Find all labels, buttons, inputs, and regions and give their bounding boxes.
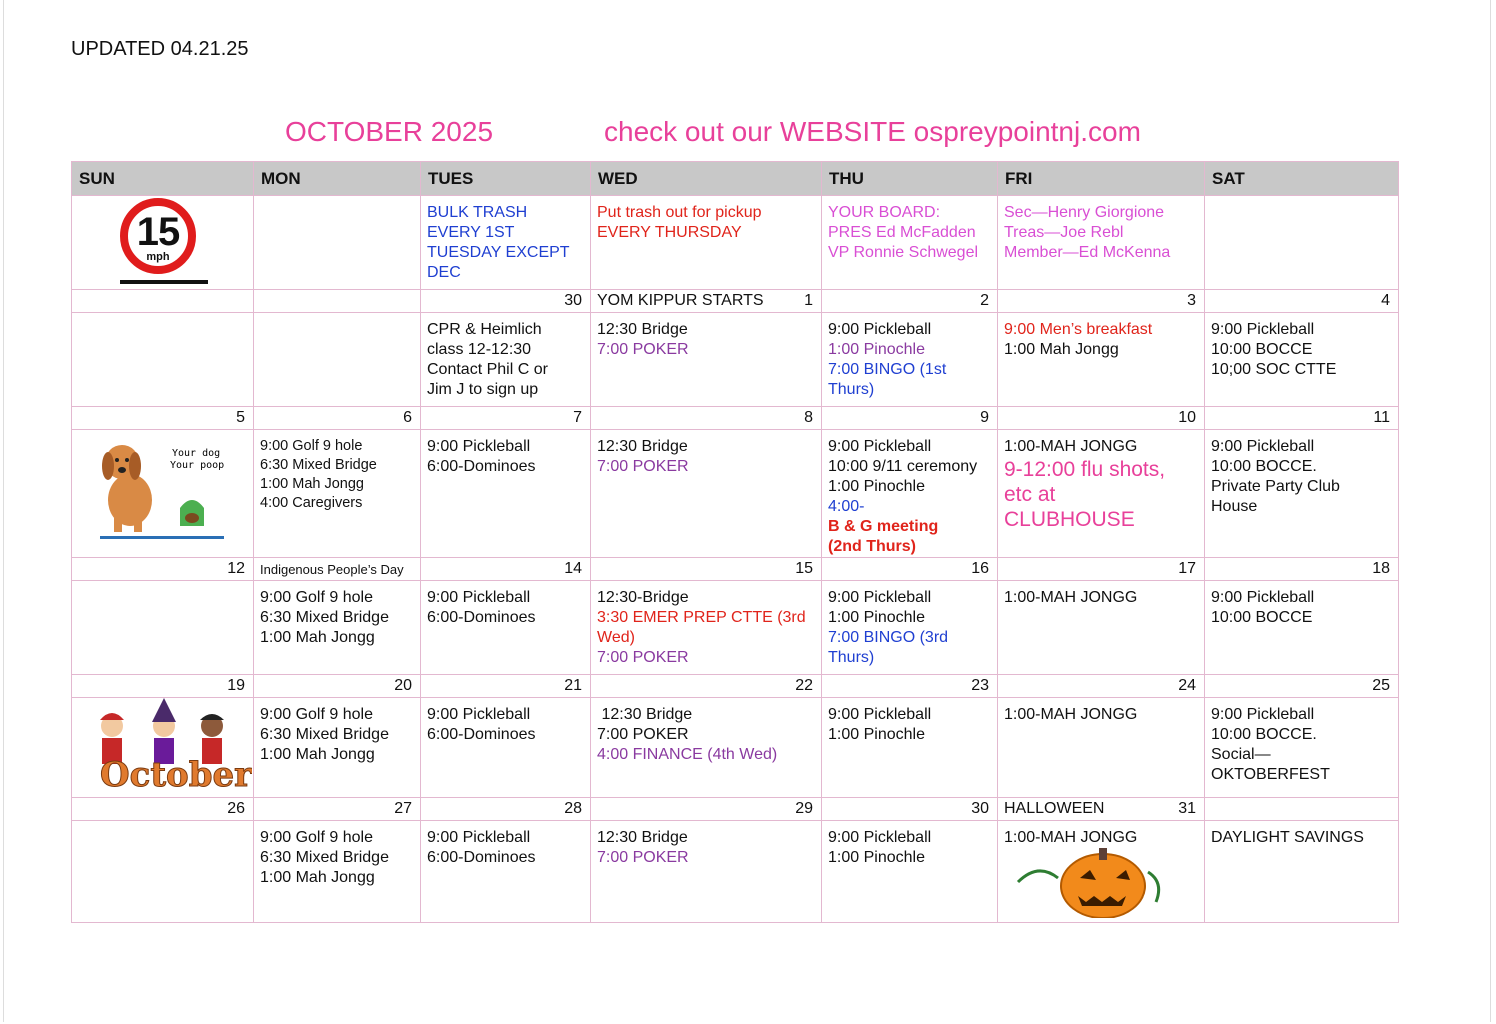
speed-limit-number: 15	[136, 210, 180, 254]
date-cell-wed	[591, 407, 822, 430]
event-list	[1205, 430, 1398, 517]
event-line: 9:00 Golf 9 hole	[260, 706, 373, 723]
event-list	[998, 313, 1204, 360]
event-list	[72, 821, 253, 828]
date-cell-sat	[1205, 290, 1399, 313]
event-line: (2nd Thurs)	[828, 538, 916, 555]
date-cell-tue	[421, 558, 591, 581]
month-title: OCTOBER 2025	[285, 116, 494, 147]
events-cell-mon	[254, 821, 421, 923]
date-cell-thu	[822, 558, 998, 581]
event-line: OKTOBERFEST	[1211, 766, 1330, 783]
date-number: 1	[804, 292, 813, 309]
events-row	[72, 581, 1399, 675]
day-label: Indigenous People’s Day	[260, 561, 404, 577]
info-cell-mon	[254, 196, 421, 290]
events-row	[72, 821, 1399, 923]
event-line: EVERY 1ST	[427, 224, 515, 241]
event-list	[421, 821, 590, 868]
event-line: 9:00 Pickleball	[1211, 589, 1315, 606]
event-line: 12:30 Bridge	[597, 829, 688, 846]
info-cell-thu	[822, 196, 998, 290]
date-number: 20	[394, 677, 412, 694]
event-line: 1:00 Pinochle	[828, 726, 925, 743]
event-line: 6:00-Dominoes	[427, 609, 536, 626]
events-cell-sun	[72, 581, 254, 675]
info-cell-sat	[1205, 196, 1399, 290]
event-line: 6:30 Mixed Bridge	[260, 726, 389, 743]
event-line: 12:30 Bridge	[597, 321, 688, 338]
event-list	[421, 430, 590, 477]
events-cell-thu	[822, 698, 998, 798]
event-list	[822, 430, 997, 557]
info-cell-fri	[998, 196, 1205, 290]
date-cell-tue	[421, 675, 591, 698]
event-line: 6:30 Mixed Bridge	[260, 849, 389, 866]
events-cell-sun	[72, 313, 254, 407]
event-list	[822, 698, 997, 745]
date-number: 6	[403, 409, 412, 426]
october-art-text: October	[100, 755, 252, 792]
event-line: Treas—Joe Rebl	[1004, 224, 1124, 241]
date-number: 25	[1372, 677, 1390, 694]
event-list	[1205, 821, 1398, 848]
date-number: 22	[795, 677, 813, 694]
updated-date: UPDATED 04.21.25	[71, 38, 249, 60]
date-cell-fri	[998, 407, 1205, 430]
event-list	[822, 313, 997, 400]
event-line: 4:00 Caregivers	[260, 495, 363, 511]
event-line: 9:00 Pickleball	[427, 438, 531, 455]
day-header-thu: THU	[822, 162, 998, 196]
events-cell-sun	[72, 698, 254, 798]
events-cell-tue	[421, 698, 591, 798]
speed-limit-cell	[72, 196, 254, 290]
date-number: 28	[564, 800, 582, 817]
events-cell-wed	[591, 430, 822, 558]
event-line: 6:30 Mixed Bridge	[260, 609, 389, 626]
event-line: 7:00 POKER	[597, 458, 689, 475]
event-line: 10:00 BOCCE.	[1211, 458, 1317, 475]
event-list	[254, 581, 420, 648]
date-number: 10	[1178, 409, 1196, 426]
date-cell-sat	[1205, 558, 1399, 581]
event-line: 12:30 Bridge	[597, 706, 693, 723]
event-list	[72, 313, 253, 320]
board-officers-note	[998, 196, 1204, 263]
date-number: 30	[971, 800, 989, 817]
date-number: 14	[564, 560, 582, 577]
event-line: 7:00 BINGO (1st	[828, 361, 947, 378]
speed-limit-unit: mph	[146, 251, 170, 263]
event-line: etc at	[1004, 483, 1056, 506]
trash-pickup-note	[591, 196, 821, 243]
date-cell-sun	[72, 675, 254, 698]
speed-limit-sign	[120, 198, 196, 274]
date-cell-wed	[591, 290, 822, 313]
date-cell-sun	[72, 407, 254, 430]
date-cell-fri	[998, 558, 1205, 581]
date-number: 9	[980, 409, 989, 426]
day-header-wed: WED	[591, 162, 822, 196]
event-line: 1:00 Pinochle	[828, 341, 925, 358]
event-line: 9:00 Pickleball	[427, 589, 531, 606]
event-line: 1:00-MAH JONGG	[1004, 706, 1138, 723]
event-line: BULK TRASH	[427, 204, 528, 221]
event-line: 1:00-MAH JONGG	[1004, 438, 1138, 455]
date-cell-mon	[254, 290, 421, 313]
event-line: 9:00 Pickleball	[828, 829, 932, 846]
event-line: 12:30 Bridge	[597, 438, 688, 455]
event-line: Thurs)	[828, 381, 875, 398]
date-cell-tue	[421, 407, 591, 430]
date-cell-sat	[1205, 675, 1399, 698]
date-number: 2	[980, 292, 989, 309]
event-list	[421, 581, 590, 628]
event-list	[1205, 581, 1398, 628]
event-list	[591, 821, 821, 868]
sign-base	[120, 280, 208, 284]
event-line: YOUR BOARD:	[828, 204, 941, 221]
event-list	[998, 698, 1204, 725]
date-cell-sun	[72, 290, 254, 313]
date-cell-wed	[591, 798, 822, 821]
date-number: 24	[1178, 677, 1196, 694]
event-line: 9:00 Golf 9 hole	[260, 438, 363, 454]
date-number: 30	[564, 292, 582, 309]
event-list	[1205, 698, 1398, 785]
event-line: 10:00 BOCCE.	[1211, 726, 1317, 743]
date-number: 23	[971, 677, 989, 694]
info-cell-wed	[591, 196, 822, 290]
events-cell-sat	[1205, 821, 1399, 923]
events-cell-sat	[1205, 581, 1399, 675]
events-row	[72, 698, 1399, 798]
event-list	[822, 581, 997, 668]
date-number: 15	[795, 560, 813, 577]
events-cell-thu	[822, 581, 998, 675]
events-cell-thu	[822, 821, 998, 923]
date-cell-thu	[822, 675, 998, 698]
event-line: 9:00 Pickleball	[828, 438, 932, 455]
dog-caption-1: Your dog	[172, 448, 221, 459]
events-row	[72, 313, 1399, 407]
date-cell-fri	[998, 675, 1205, 698]
event-line: 10:00 9/11 ceremony	[828, 458, 978, 475]
event-line: Contact Phil C or	[427, 361, 548, 378]
bulk-trash-note	[421, 196, 590, 283]
event-line: class 12-12:30	[427, 341, 532, 358]
event-line: 4:00-	[828, 498, 865, 515]
date-number: 12	[227, 560, 245, 577]
date-cell-mon	[254, 407, 421, 430]
event-list	[591, 430, 821, 477]
event-line: 10:00 BOCCE	[1211, 341, 1313, 358]
events-cell-wed	[591, 821, 822, 923]
events-cell-mon	[254, 313, 421, 407]
weekday-header-row	[72, 162, 1399, 196]
date-number: 8	[804, 409, 813, 426]
event-line: PRES Ed McFadden	[828, 224, 976, 241]
event-list	[254, 821, 420, 888]
date-cell-fri	[998, 798, 1205, 821]
date-number: 3	[1187, 292, 1196, 309]
event-list	[998, 581, 1204, 608]
event-line: 7:00 POKER	[597, 341, 689, 358]
event-line: 9:00 Golf 9 hole	[260, 829, 373, 846]
info-row	[72, 196, 1399, 290]
event-line: DEC	[427, 264, 461, 281]
event-line: 9-12:00 flu shots,	[1004, 458, 1166, 481]
info-cell-tue	[421, 196, 591, 290]
events-cell-wed	[591, 698, 822, 798]
event-list	[998, 430, 1204, 532]
events-cell-mon	[254, 698, 421, 798]
event-list	[421, 313, 590, 400]
date-number-row	[72, 675, 1399, 698]
date-number: 21	[564, 677, 582, 694]
events-cell-sat	[1205, 313, 1399, 407]
event-list	[254, 698, 420, 765]
date-number: 29	[795, 800, 813, 817]
day-header-sat: SAT	[1205, 162, 1399, 196]
october-kids-illustration	[72, 698, 252, 792]
date-number-row	[72, 798, 1399, 821]
event-line: Thurs)	[828, 649, 875, 666]
event-line: 9:00 Pickleball	[1211, 321, 1315, 338]
events-row	[72, 430, 1399, 558]
events-cell-sat	[1205, 698, 1399, 798]
event-line: 9:00 Pickleball	[427, 706, 531, 723]
event-line: 10;00 SOC CTTE	[1211, 361, 1337, 378]
date-number: 5	[236, 409, 245, 426]
date-number: 26	[227, 800, 245, 817]
day-header-fri: FRI	[998, 162, 1205, 196]
event-line: 1:00 Pinochle	[828, 609, 925, 626]
board-members-note	[822, 196, 997, 263]
event-line: DAYLIGHT SAVINGS	[1211, 829, 1364, 846]
event-line: 9:00 Pickleball	[828, 589, 932, 606]
event-line: 1:00 Pinochle	[828, 478, 925, 495]
event-line: 9:00 Pickleball	[828, 706, 932, 723]
event-line: 1:00 Mah Jongg	[1004, 341, 1119, 358]
date-cell-mon	[254, 675, 421, 698]
event-line: 7:00 POKER	[597, 649, 689, 666]
event-list	[254, 430, 420, 513]
event-line: 6:00-Dominoes	[427, 458, 536, 475]
date-cell-mon	[254, 558, 421, 581]
date-cell-wed	[591, 558, 822, 581]
date-cell-sat	[1205, 407, 1399, 430]
event-line: 12:30-Bridge	[597, 589, 689, 606]
event-line: 1:00 Mah Jongg	[260, 476, 364, 492]
event-line: Member—Ed McKenna	[1004, 244, 1171, 261]
day-header-tue: TUES	[421, 162, 591, 196]
event-line: 6:00-Dominoes	[427, 726, 536, 743]
website-notice: check out our WEBSITE ospreypointnj.com	[604, 116, 1141, 147]
event-line: Social—	[1211, 746, 1271, 763]
event-line: 9:00 Pickleball	[1211, 438, 1315, 455]
date-number: 31	[1178, 800, 1196, 817]
event-line: 4:00 FINANCE (4th Wed)	[597, 746, 778, 763]
events-cell-fri	[998, 821, 1205, 923]
event-line: TUESDAY EXCEPT	[427, 244, 570, 261]
day-header-sun: SUN	[72, 162, 254, 196]
date-number: 27	[394, 800, 412, 817]
event-line: Private Party Club	[1211, 478, 1340, 495]
calendar-table	[71, 161, 1399, 923]
event-line: B & G meeting	[828, 518, 939, 535]
events-cell-sun	[72, 821, 254, 923]
event-line: 1:00 Mah Jongg	[260, 629, 375, 646]
event-line: 1:00 Mah Jongg	[260, 869, 375, 886]
date-cell-thu	[822, 290, 998, 313]
event-line: Jim J to sign up	[427, 381, 539, 398]
date-cell-thu	[822, 407, 998, 430]
day-label: YOM KIPPUR STARTS	[597, 292, 764, 309]
event-list	[254, 313, 420, 320]
events-cell-tue	[421, 430, 591, 558]
events-cell-wed	[591, 581, 822, 675]
date-number: 17	[1178, 560, 1196, 577]
event-line: Sec—Henry Giorgione	[1004, 204, 1165, 221]
day-header-mon: MON	[254, 162, 421, 196]
events-cell-tue	[421, 313, 591, 407]
event-line: 9:00 Pickleball	[828, 321, 932, 338]
event-list	[421, 698, 590, 745]
date-cell-wed	[591, 675, 822, 698]
date-number: 18	[1372, 560, 1390, 577]
dog-caption-2: Your poop	[170, 460, 225, 471]
date-number: 16	[971, 560, 989, 577]
event-line: Wed)	[597, 629, 635, 646]
events-cell-fri	[998, 698, 1205, 798]
date-number: 11	[1373, 409, 1390, 426]
event-line: 9:00 Men’s breakfast	[1004, 321, 1153, 338]
date-cell-tue	[421, 798, 591, 821]
events-cell-wed	[591, 313, 822, 407]
dog-poop-illustration	[72, 430, 252, 540]
event-line: 1:00 Pinochle	[828, 849, 925, 866]
date-cell-sat	[1205, 798, 1399, 821]
event-line: 9:00 Pickleball	[1211, 706, 1315, 723]
event-line: House	[1211, 498, 1258, 515]
event-list	[72, 581, 253, 588]
event-line: CLUBHOUSE	[1004, 508, 1135, 531]
events-cell-fri	[998, 430, 1205, 558]
date-cell-sun	[72, 798, 254, 821]
events-cell-thu	[822, 313, 998, 407]
events-cell-mon	[254, 581, 421, 675]
event-line: 1:00-MAH JONGG	[1004, 829, 1138, 846]
events-cell-sun	[72, 430, 254, 558]
event-line: 1:00 Mah Jongg	[260, 746, 375, 763]
event-list	[822, 821, 997, 868]
event-line: 7:00 POKER	[597, 849, 689, 866]
event-line: 9:00 Pickleball	[427, 829, 531, 846]
events-cell-tue	[421, 581, 591, 675]
event-line: Put trash out for pickup	[597, 204, 762, 221]
date-number-row	[72, 558, 1399, 581]
event-line: EVERY THURSDAY	[597, 224, 742, 241]
date-number-row	[72, 290, 1399, 313]
event-list	[591, 581, 821, 668]
date-cell-mon	[254, 798, 421, 821]
event-line: 10:00 BOCCE	[1211, 609, 1313, 626]
events-cell-fri	[998, 581, 1205, 675]
event-list	[591, 313, 821, 360]
event-list	[1205, 313, 1398, 380]
event-line: 7:00 BINGO (3rd	[828, 629, 949, 646]
date-cell-thu	[822, 798, 998, 821]
date-number: 7	[573, 409, 582, 426]
date-cell-sun	[72, 558, 254, 581]
event-line: 1:00-MAH JONGG	[1004, 589, 1138, 606]
date-number-row	[72, 407, 1399, 430]
date-number: 4	[1381, 292, 1390, 309]
day-label: HALLOWEEN	[1004, 800, 1105, 817]
events-cell-mon	[254, 430, 421, 558]
date-number: 19	[227, 677, 245, 694]
event-list	[591, 698, 821, 765]
event-line: 6:00-Dominoes	[427, 849, 536, 866]
event-line: 3:30 EMER PREP CTTE (3rd	[597, 609, 806, 626]
date-cell-fri	[998, 290, 1205, 313]
jack-o-lantern-icon	[998, 842, 1178, 918]
events-cell-sat	[1205, 430, 1399, 558]
event-line: 7:00 POKER	[597, 726, 689, 743]
event-line: 9:00 Golf 9 hole	[260, 589, 373, 606]
event-line: CPR & Heimlich	[427, 321, 542, 338]
events-cell-tue	[421, 821, 591, 923]
events-cell-fri	[998, 313, 1205, 407]
date-cell-tue	[421, 290, 591, 313]
event-line: VP Ronnie Schwegel	[828, 244, 979, 261]
events-cell-thu	[822, 430, 998, 558]
event-line: 6:30 Mixed Bridge	[260, 457, 377, 473]
